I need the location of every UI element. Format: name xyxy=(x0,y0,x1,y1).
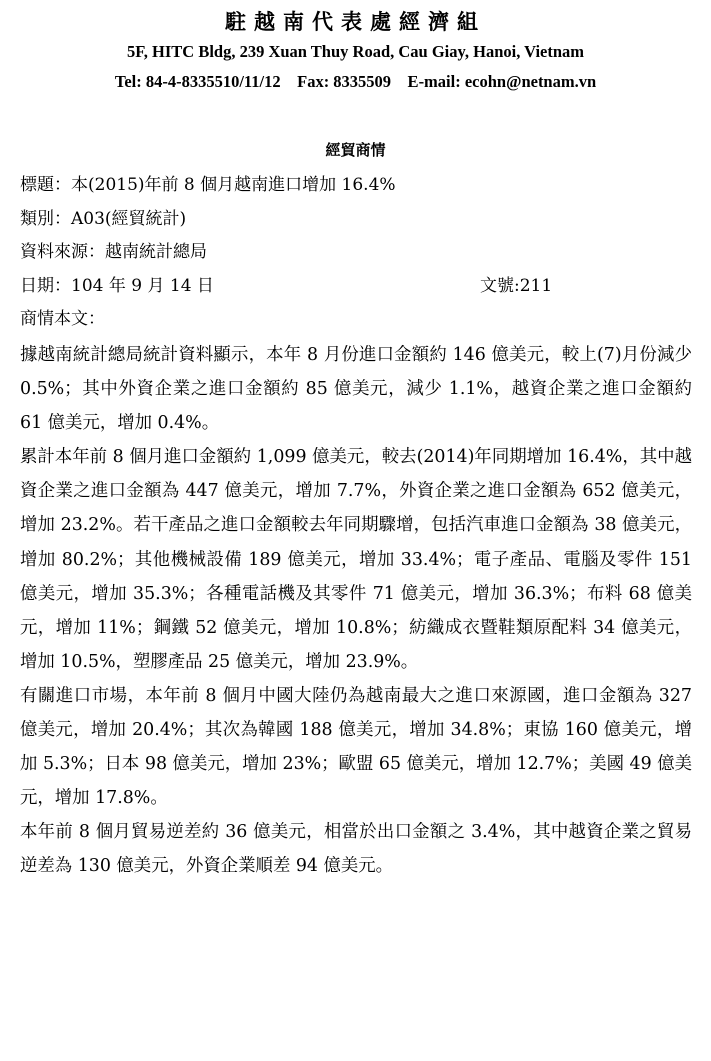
paragraph-4: 本年前 8 個月貿易逆差約 36 億美元，相當於出口金額之 3.4%，其中越資企業之貿易逆差為 130 億美元，外資企業順差 94 億美元。 xyxy=(20,822,692,877)
article-body xyxy=(20,338,692,884)
org-contact: Tel: 84-4-8335510/11/12 Fax: 8335509 E-mail: ecohn@netnam.vn xyxy=(114,72,597,91)
paragraph-1: 據越南統計總局統計資料顯示，本年 8 月份進口金額約 146 億美元，較上(7)月份減少 0.5%；其中外資企業之進口金額約 85 億美元，減少 1.1%，越資企業之進口金額約 61 億美元，增加 0.4%。 xyxy=(20,345,692,434)
meta-category: 類別：A03(經貿統計) xyxy=(20,209,187,229)
org-name: 駐越南代表處經濟組 xyxy=(225,9,486,34)
meta-title: 標題：本(2015)年前 8 個月越南進口增加 16.4% xyxy=(20,175,396,195)
body-label: 商情本文： xyxy=(20,309,105,329)
paragraph-3: 有關進口市場，本年前 8 個月中國大陸仍為越南最大之進口來源國，進口金額為 327 億美元，增加 20.4%；其次為韓國 188 億美元，增加 34.8%；東協 160 億美元，增加 5.3%；日本 98 億美元，增加 23%；歐盟 65 億美元，增加 12.7%；美國 49 億美元，增加 17.8%。 xyxy=(20,685,692,809)
org-address: 5F, HITC Bldg, 239 Xuan Thuy Road, Cau Giay, Hanoi, Vietnam xyxy=(126,42,585,61)
section-title: 經貿商情 xyxy=(325,141,386,159)
meta-doc-number: 文號:211 xyxy=(480,276,553,296)
meta-source: 資料來源：越南統計總局 xyxy=(20,242,207,262)
paragraph-2: 累計本年前 8 個月進口金額約 1,099 億美元，較去(2014)年同期增加 16.4%，其中越資企業之進口金額為 447 億美元，增加 7.7%，外資企業之進口金額為 652 億美元，增加 23.2%。若干產品之進口金額較去年同期驟增，包括汽車進口金額為 38 億美元，增加 80.2%；其他機械設備 189 億美元，增加 33.4%；電子產品、電腦及零件 151 億美元，增加 35.3%；各種電話機及其零件 71 億美元，增加 36.3%；布料 68 億美元，增加 11%；鋼鐵 52 億美元，增加 10.8%；紡織成衣暨鞋類原配料 34 億美元，增加 10.5%，塑膠產品 25 億美元，增加 23.9%。 xyxy=(20,447,692,672)
meta-date: 日期：104 年 9 月 14 日 xyxy=(20,276,214,296)
